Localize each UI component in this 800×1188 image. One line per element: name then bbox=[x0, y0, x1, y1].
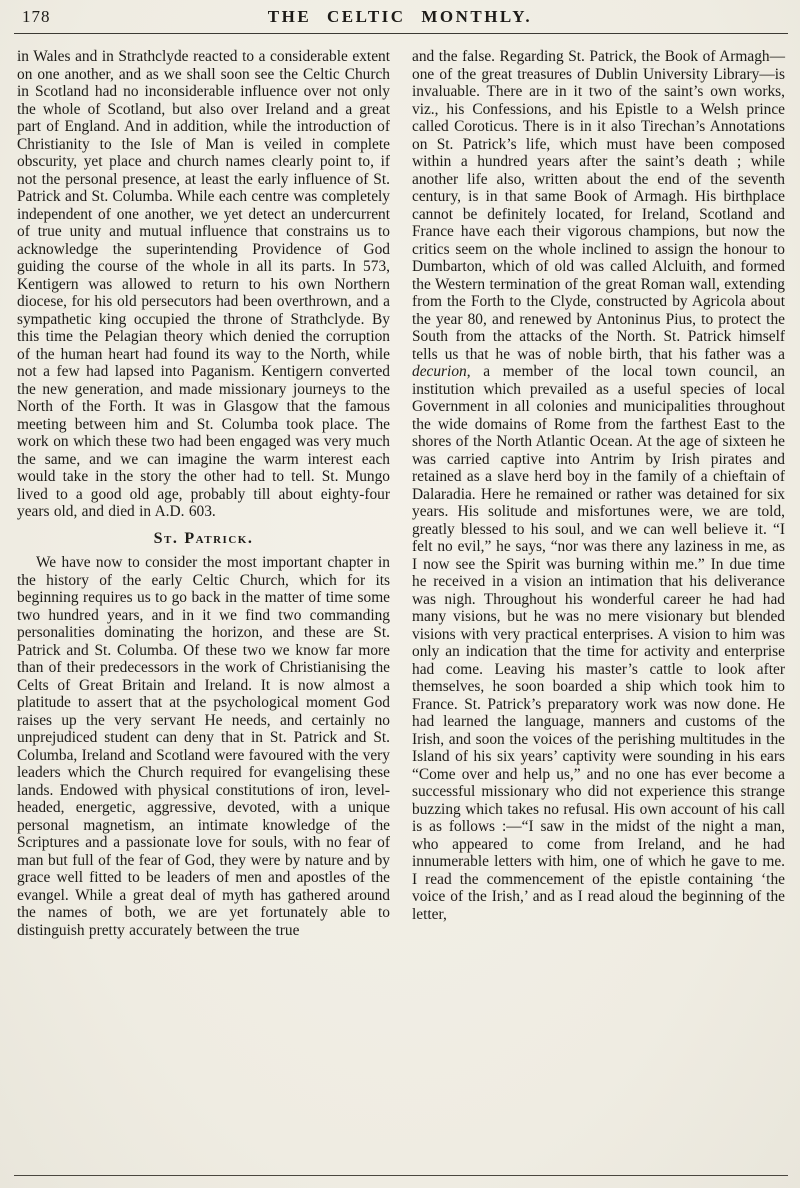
right-column-text-segment-2: , a member of the local town council, an institution which prevailed as a useful species of local Government in all colonies and municipalities throughout the wide domains of Rome from the farthest East to the shores of the North Atlantic Ocean. At the age of sixteen he was carried captive into Antrim by Irish pirates and retained as a slave herd boy in the family of a chieftain of Dalaradia. Here he remained or rather was detained for six years. His solitude and misfortunes were, we are told, greatly blessed to his soul, and we can well believe it. “I felt no evil,” he says, “nor was there any laziness in me, as I now see the Spirit was burning within me.” In due time he received in a vision an intimation that his deliverance was nigh. Throughout his wonderful career he had had many visions, but he was no mere visionary but blended visions with very practical enterprises. A vision to him was only an indication that the time for activity and enterprise had come. Leaving his master’s cattle to look after themselves, he soon boarded a ship which took him to France. St. Patrick’s preparatory work was now done. He had learned the language, manners and customs of the Irish, and soon the voices of the perishing multitudes in the Island of his six years’ captivity were sounding in his ears “Come over and help us,” and no one has ever become a successful missionary who did not experience this strange buzzing which takes no refusal. His own account of his call is as follows :—“I saw in the midst of the night a man, who appeared to come from Ireland, and he had innumerable letters with him, one of which he gave to me. I read the commencement of the epistle containing ‘the voice of the Irish,’ and as I read aloud the beginning of the letter, bbox=[412, 363, 785, 923]
right-column-paragraph bbox=[412, 48, 785, 923]
page-title: THE CELTIC MONTHLY. bbox=[267, 7, 533, 26]
left-column-paragraph-st-patrick: We have now to consider the most important chapter in the history of the early Celtic Church, which for its beginning requires us to go back in the matter of time some two hundred years, and in it we find two commanding personalities dominating the horizon, and these are St. Patrick and St. Columba. Of these two we know far more than of their predecessors in the work of Christianising the Celts of Great Britain and Ireland. It is now almost a platitude to assert that at the psychological moment God raises up the very servant He needs, and certainly no unprejudiced student can deny that in St. Patrick and St. Columba, Ireland and Scotland were favoured with the very leaders which the Church required for evangelising these lands. Endowed with physical constitutions of iron, level-headed, energetic, aggressive, devoted, with a unique personal magnetism, an intimate knowledge of the Scriptures and a passionate love for souls, with no fear of man but full of the fear of God, they were by nature and by grace well fitted to be leaders of men and apostles of the evangel. While a great deal of myth has gathered around the names of both, we are yet fortunately able to distinguish pretty accurately between the true bbox=[17, 554, 390, 939]
section-heading-st-patrick: St. Patrick. bbox=[153, 529, 254, 547]
left-column-paragraph-continuation: in Wales and in Strathclyde reacted to a considerable extent on one another, and as we shall soon see the Celtic Church in Scotland had no inconsiderable influence over not only the whole of Scotland, but also over Ireland and a great part of England. And in addition, while the introduction of Christianity to the Isle of Man is veiled in complete obscurity, yet place and church names clearly point to, if not the personal presence, at least the early influence of St. Patrick and St. Columba. While each centre was completely independent of one another, we yet detect an undercurrent of true unity and mutual influence that constrains us to acknowledge the superintending Providence of God guiding the course of the whole in all its parts. In 573, Kentigern was allowed to return to his own Northern diocese, for his old persecutors had been overthrown, and a sympathetic king occupied the throne of Strathclyde. By this time the Pelagian theory which denied the corruption of the human heart had found its way to the North, while not a few had lapsed into Paganism. Kentigern converted the new generation, and made missionary journeys to the North of the Forth. It was in Glasgow that the famous meeting between him and St. Columba took place. The work on which these two had been engaged was very much the same, and we can imagine the warm interest each would take in the story the other had to tell. St. Mungo lived to a good old age, probably till about eighty-four years old, and died in A.D. 603. bbox=[17, 48, 390, 520]
page-header bbox=[0, 0, 800, 34]
two-column-layout bbox=[0, 34, 800, 939]
bottom-rule bbox=[14, 1175, 788, 1176]
page-number: 178 bbox=[22, 7, 51, 26]
right-column-italic-word-decurion: decurion bbox=[412, 363, 467, 380]
left-column bbox=[17, 48, 390, 939]
right-column-text-segment-1: and the false. Regarding St. Patrick, the Book of Armagh—one of the great treasures of Dublin University Library—is invaluable. There are in it two of the saint’s own works, viz., his Confessions, and his Epistle to a Welsh prince called Coroticus. There is in it also Tirechan’s Annotations on St. Patrick’s life, which must have been composed within a hundred years after the saint’s death ; while another life also, written about the end of the seventh century, is in that same Book of Armagh. His birthplace cannot be definitely located, for Ireland, Scotland and France have each their vigorous champions, but now the critics seem on the whole inclined to assign the honour to Dumbarton, which of old was called Alcluith, and formed the Western termination of the great Roman wall, extending from the Forth to the Clyde, constructed by Agricola about the year 80, and renewed by Antoninus Pius, to protect the South from the attacks of the North. St. Patrick himself tells us that he was of noble birth, that his father was a bbox=[412, 48, 785, 363]
header-rule bbox=[14, 33, 788, 34]
right-column bbox=[412, 48, 785, 939]
